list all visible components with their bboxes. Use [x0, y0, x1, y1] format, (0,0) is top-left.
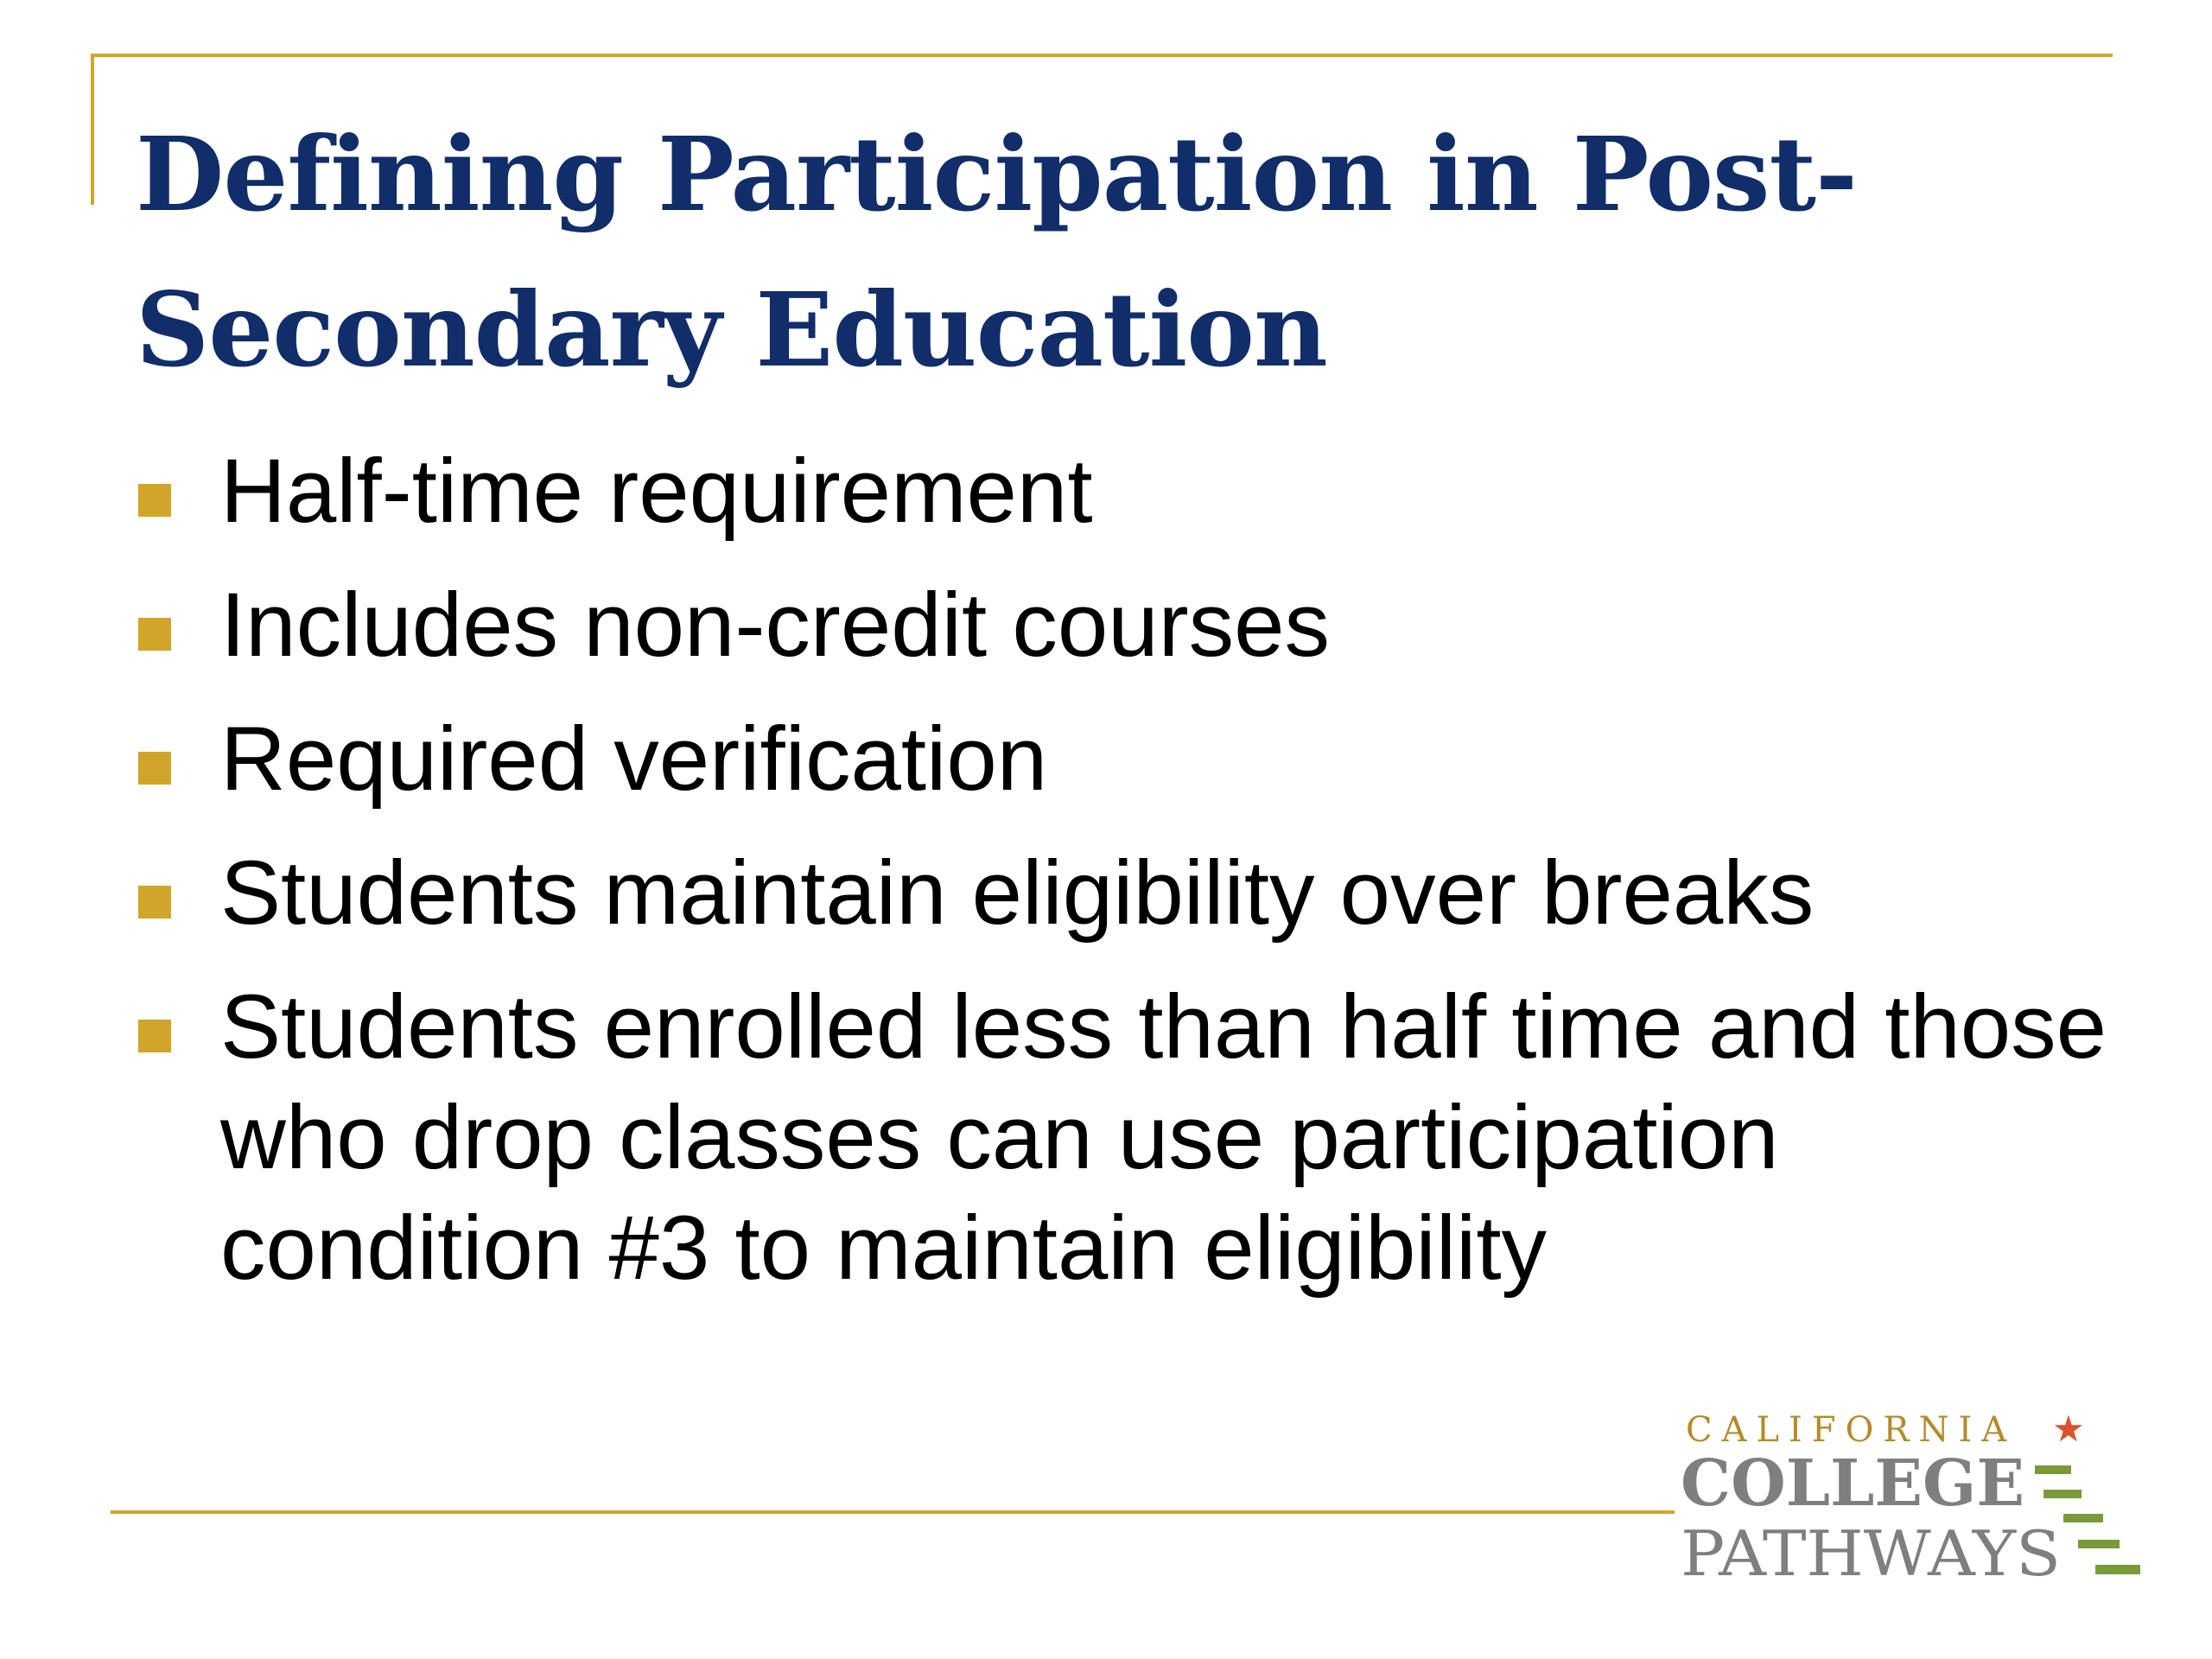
- bullet-text: Includes non-credit courses: [220, 575, 1330, 676]
- bullet-text: Required verification: [220, 709, 1048, 810]
- california-college-pathways-logo: [1681, 1408, 2147, 1594]
- bullet-text: Half-time requirement: [220, 441, 1093, 542]
- square-bullet-icon: [138, 1020, 171, 1052]
- title-line-2: Secondary Education: [136, 270, 1327, 390]
- bullet-item: [136, 436, 2114, 547]
- bullet-item: [136, 838, 2114, 949]
- left-frame-line: [91, 54, 94, 205]
- bullet-list: [136, 436, 2114, 1327]
- square-bullet-icon: [138, 886, 171, 918]
- star-icon: ★: [2052, 1408, 2085, 1450]
- bullet-text: Students maintain eligibility over breaks: [220, 842, 1815, 944]
- logo-text-pathways: PATHWAYS: [1681, 1517, 2061, 1590]
- logo-text-college: COLLEGE: [1681, 1446, 2024, 1521]
- bullet-text: Students enrolled less than half time and those who drop classes can use participation condition #3 to maintain eligibility: [220, 976, 2107, 1299]
- square-bullet-icon: [138, 484, 171, 517]
- bottom-frame-line: [111, 1510, 1675, 1514]
- bullet-item: [136, 972, 2114, 1304]
- logo-text-california: CALIFORNIA: [1686, 1410, 2017, 1450]
- top-frame-line: [91, 54, 2113, 57]
- bullet-item: [136, 570, 2114, 681]
- square-bullet-icon: [138, 618, 171, 651]
- title-line-1: Defining Participation in Post-: [136, 114, 1857, 234]
- square-bullet-icon: [138, 752, 171, 785]
- bullet-item: [136, 704, 2114, 815]
- slide-title: [136, 97, 2080, 408]
